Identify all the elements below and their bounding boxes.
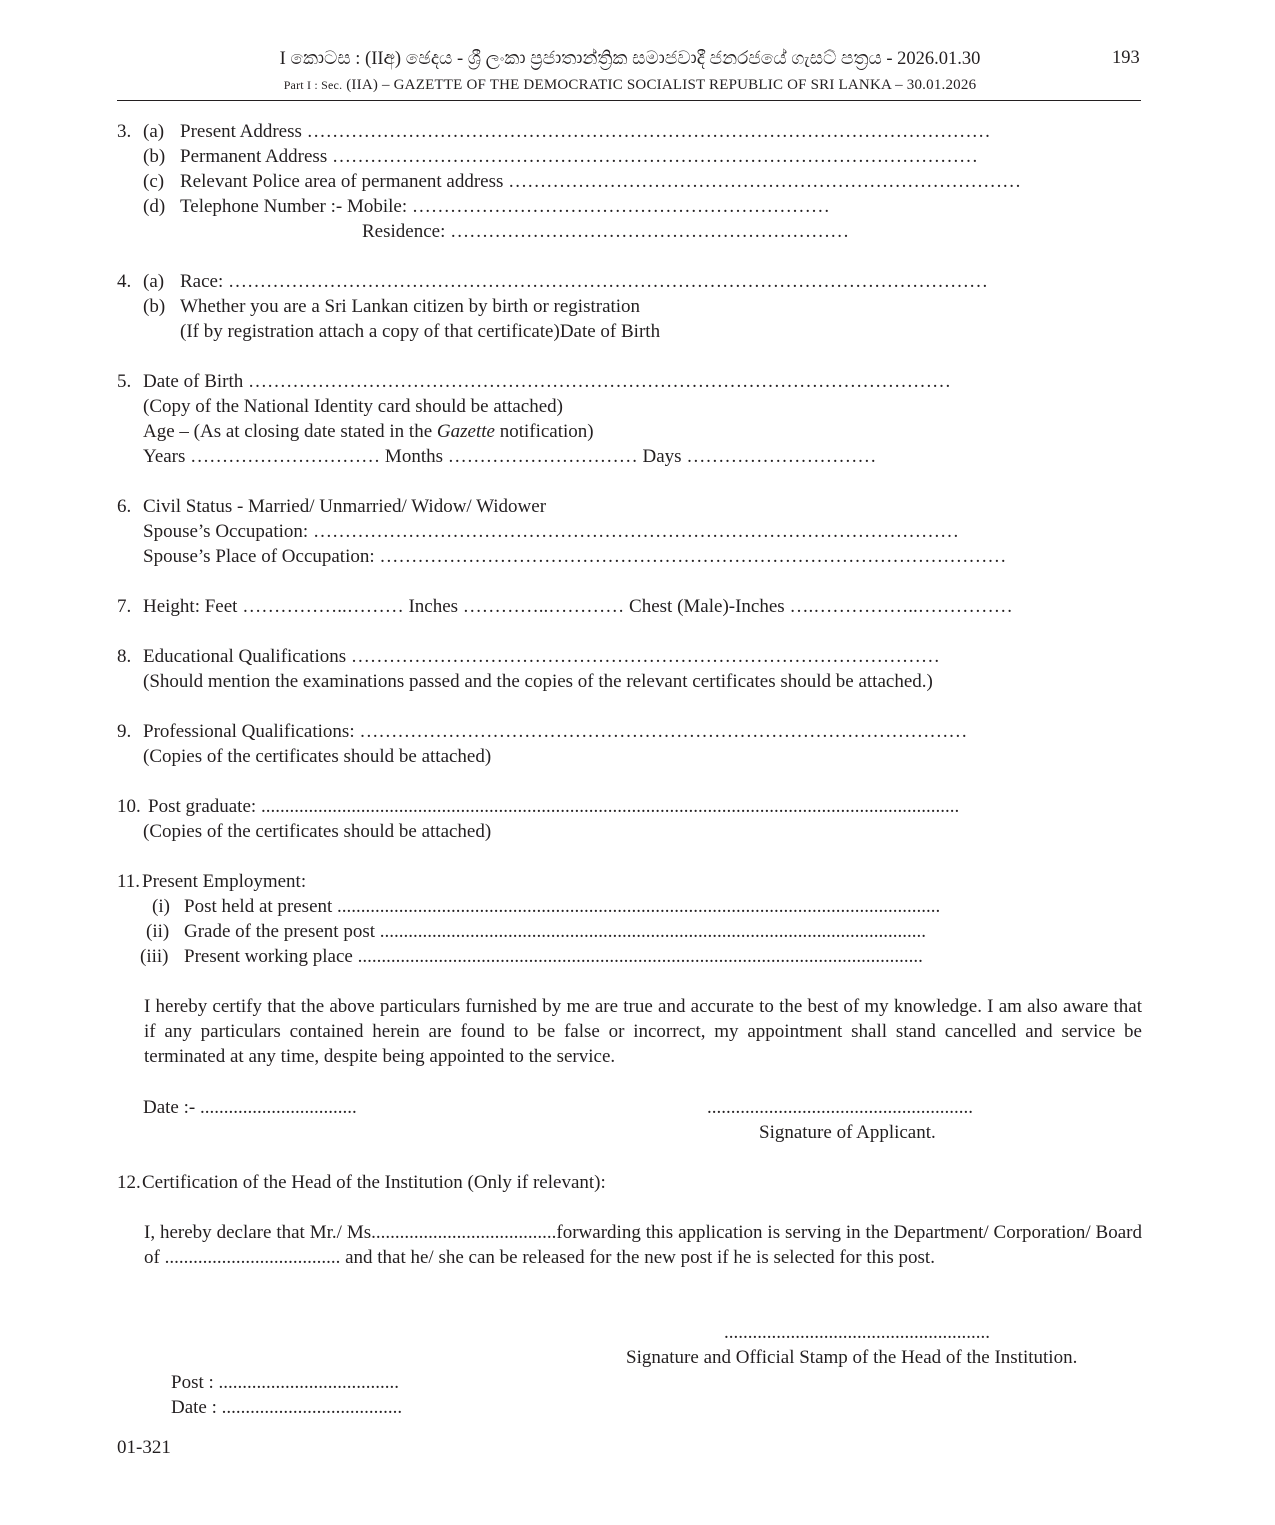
edu-label: Educational Qualifications [143,646,347,667]
grade-label: Grade of the present post [184,921,375,942]
s11-number: 11. [117,871,141,892]
post-field [171,1370,399,1395]
mobile-label: Telephone Number :- Mobile: [180,196,408,217]
working-place-blank[interactable]: ....................................................................................................................... [357,946,923,967]
dob-blank[interactable]: ………………………………………………………………………………………………… [248,371,952,392]
post-held-label: Post held at present [184,896,333,917]
s3d-field [180,194,830,219]
permanent-address-label: Permanent Address [180,146,328,167]
edu-note: (Should mention the examinations passed and the copies of the relevant certificates should be attached.) [143,671,933,692]
race-label: Race: [180,271,224,292]
spouse-occupation-blank[interactable]: ………………………………………………………………………………………… [312,521,959,542]
working-place-field [184,944,923,969]
dob-label: Date of Birth [143,371,244,392]
s3c-field [180,169,1021,194]
s4b-letter: (b) [143,296,166,317]
gazette-header-english [0,73,1260,98]
s7-number: 7. [117,596,132,617]
board-name-blank[interactable]: ..................................... [164,1247,341,1268]
s6-number: 6. [117,496,132,517]
age-post: notification) [494,421,594,442]
applicant-date-field [143,1095,357,1120]
residence-label: Residence: [362,221,446,242]
months-label: Months [384,446,443,467]
s4a-letter: (a) [143,271,165,292]
pg-field [148,794,959,819]
grade-field [184,919,926,944]
header-rule [117,100,1141,101]
applicant-signature-line[interactable]: ........................................................ [707,1097,973,1118]
post-blank[interactable]: ...................................... [218,1372,400,1393]
s3-number: 3. [117,121,132,142]
age-gazette: Gazette [436,421,495,442]
height-feet-label: Height: Feet [143,596,238,617]
prof-blank[interactable]: …………………………………………………………………………………… [359,721,968,742]
head-declaration [144,1220,1142,1270]
age-pre: Age – (As at closing date stated in the [143,421,437,442]
head-decl-part3: and that he/ she can be released for the new post if he is selected for this post. [340,1247,935,1268]
police-area-blank[interactable]: ……………………………………………………………………… [508,171,1022,192]
prof-field [143,719,967,744]
head-decl-part1: I, hereby declare that Mr./ Ms. [144,1222,376,1243]
s3a-letter: (a) [143,121,165,142]
s5-number: 5. [117,371,132,392]
months-blank[interactable]: ………………………… [447,446,638,467]
head-decl-part2: forwarding this application is serving in the Department/ Corporation/ Board of [144,1222,1142,1268]
s10-number: 10. [117,796,141,817]
s3a-field [180,119,991,144]
years-label: Years [143,446,186,467]
applicant-date-blank[interactable]: ................................. [199,1097,357,1118]
head-signature-label: Signature and Official Stamp of the Head of the Institution. [626,1347,1078,1368]
spouse-place-label: Spouse’s Place of Occupation: [143,546,375,567]
spouse-occupation-field [143,519,959,544]
s12-number: 12. [117,1172,141,1193]
declaration-text: I hereby certify that the above particulars furnished by me are true and accurate to the best of my knowledge. I am also aware that if any particulars contained herein are found to be false or incorrect, my appointment shall stand cancelled and service be terminated at any time, despite being appointed to the service. [144,996,1142,1067]
post-held-field [184,894,940,919]
prof-label: Professional Qualifications: [143,721,355,742]
s4a-field [180,269,988,294]
nic-note: (Copy of the National Identity card should be attached) [143,396,563,417]
head-date-label: Date : [171,1397,217,1418]
s11i-letter: (i) [152,896,170,917]
edu-blank[interactable]: ………………………………………………………………………………… [350,646,940,667]
header-title: (IIA) – GAZETTE OF THE DEMOCRATIC SOCIALIST REPUBLIC OF SRI LANKA – 30.01.2026 [346,77,977,93]
header-part: Part I : Sec. [283,78,343,92]
days-blank[interactable]: ………………………… [686,446,877,467]
applicant-date-label: Date :- [143,1097,196,1118]
head-date-blank[interactable]: ...................................... [221,1397,403,1418]
police-area-label: Relevant Police area of permanent address [180,171,504,192]
head-date-field [171,1395,402,1420]
s4-number: 4. [117,271,132,292]
chest-blank[interactable]: ….……………..…………… [789,596,1013,617]
head-signature-line[interactable]: ........................................................ [724,1322,990,1343]
s11iii-letter: (iii) [140,946,169,967]
inches-label: Inches [408,596,459,617]
present-address-label: Present Address [180,121,302,142]
age-line [143,419,594,444]
post-label: Post : [171,1372,214,1393]
spouse-place-blank[interactable]: ……………………………………………………………………………………… [379,546,1007,567]
s3b-letter: (b) [143,146,166,167]
days-label: Days [642,446,682,467]
gazette-header-sinhala: I කොටස : (IIඅ) ඡෙදය - ශ්‍රී ලංකා ප්‍රජාතාන්ත්‍රික සමාජවාදී ජනරජයේ ගැසට් පත්‍රය - 2026.01.30 [279,49,981,69]
citizenship-label: Whether you are a Sri Lankan citizen by birth or registration [180,296,641,317]
post-held-blank[interactable]: ............................................................................................................................... [337,896,941,917]
residence-blank[interactable]: ……………………………………………………… [450,221,850,242]
civil-status-label: Civil Status - Married/ Unmarried/ Widow/ Widower [143,496,547,517]
s9-number: 9. [117,721,132,742]
page-number: 193 [1112,48,1140,68]
edu-field [143,644,940,669]
spouse-place-field [143,544,1006,569]
employee-name-blank[interactable]: ...................................... [375,1222,557,1243]
race-blank[interactable]: ………………………………………………………………………………………………………… [228,271,989,292]
pg-label: Post graduate: [148,796,257,817]
feet-blank[interactable]: ……………..……… [242,596,404,617]
residence-field [362,219,849,244]
chest-label: Chest (Male)-Inches [629,596,785,617]
present-address-blank[interactable]: ……………………………………………………………………………………………… [306,121,991,142]
head-certification-label: Certification of the Head of the Institution (Only if relevant): [142,1172,606,1193]
s3d-letter: (d) [143,196,166,217]
prof-note: (Copies of the certificates should be attached) [143,746,492,767]
s3b-field [180,144,978,169]
footer-code: 01-321 [117,1437,171,1458]
permanent-address-blank[interactable]: ………………………………………………………………………………………… [331,146,978,167]
grade-blank[interactable]: ................................................................................................................... [379,921,926,942]
mobile-blank[interactable]: ………………………………………………………… [411,196,830,217]
pg-note: (Copies of the certificates should be attached) [143,821,492,842]
applicant-signature-label: Signature of Applicant. [759,1122,936,1143]
s8-number: 8. [117,646,132,667]
s3c-letter: (c) [143,171,165,192]
citizenship-note: (If by registration attach a copy of that certificate)Date of Birth [180,321,661,342]
height-fields [143,594,1013,619]
pg-blank[interactable]: ................................................................................................................................................... [260,796,960,817]
s5-field [143,369,951,394]
working-place-label: Present working place [184,946,353,967]
spouse-occupation-label: Spouse’s Occupation: [143,521,309,542]
inches-blank[interactable]: …………..………… [462,596,625,617]
employment-label: Present Employment: [142,871,307,892]
years-blank[interactable]: ………………………… [190,446,381,467]
age-fields [143,444,876,469]
s11ii-letter: (ii) [146,921,170,942]
